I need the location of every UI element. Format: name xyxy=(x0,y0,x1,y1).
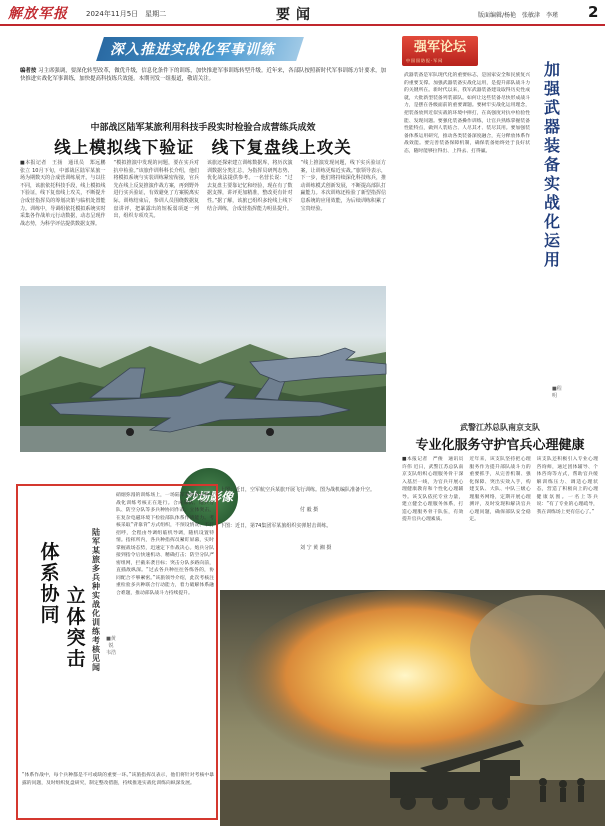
newspaper-logo: 解放军报 xyxy=(8,6,68,22)
boxed-article[interactable] xyxy=(16,484,218,820)
commentary-author: ■程 明 xyxy=(552,386,562,399)
psych-article-body xyxy=(402,456,598,586)
article-column: ■本报记者 王扬 通讯员 郑远鹏 张立 10月下旬，中部战区陆军某旅一场为期数天的合成营训练展开。与以往不同，该旅依托科技手段，线上模拟线下验证，线下复盘线上攻关，不断提升合成营指挥员的筹划决策与临机处置能力。训练中，导调组依托模拟系统实时采集各作战单元行动数据，动态呈现作战态势，为科学评估提供数据支撑。 xyxy=(20,160,111,227)
editor-note-label: 编者按 xyxy=(20,68,37,74)
boxed-article-byline: ■黄锐 韦浩 xyxy=(106,636,117,656)
topic-banner: 深入推进实战化军事训练 xyxy=(110,42,275,58)
forum-badge-sub: 中国国防报·军网 xyxy=(406,58,444,63)
article-column: 该旅还探索建立训练数据库，将历次演训数据分类汇总，为指挥员研判态势、优化战法提供参考。一名营长说：“过去复盘主要靠记忆和经验，现在有了数据支撑，讲评更加精准，整改更有针对性。”据了解，该旅已组织多轮线上线下结合训练，合成营指挥能力明显提升。 xyxy=(207,160,293,212)
boxed-article-footer: “体系作战中，每个兵种都是不可或缺的重要一环。”该旅指挥员表示，他们将针对考核中暴露的问题，及时组织复盘研究，制定整改措施，持续推进实战化训练向纵深发展。 xyxy=(22,773,214,786)
masthead xyxy=(0,0,605,26)
commentary-title[interactable]: 加强武器装备实战化运用 xyxy=(543,60,560,269)
issue-date: 2024年11月5日 星期二 xyxy=(86,10,167,18)
psych-article-column: 该支队还积极引入专业心理咨询师，通过团体辅导、个体咨询等方式，帮助官兵缓解训练压力、调适心理状态，营造了积极向上的心理健康氛围。一名上等兵说：“有了专业的心理疏导，我在训练场上更有信心了。” xyxy=(536,457,598,515)
boxed-article-title-part1: 体系协同 xyxy=(40,541,60,626)
article-subheadline: 中部战区陆军某旅利用科技手段实时检验合成营练兵成效 xyxy=(90,123,316,133)
caption-bottom-author: 刘 宁 黄 湘 摄 xyxy=(300,545,332,551)
psych-article-headline[interactable]: 专业化服务守护官兵心理健康 xyxy=(415,438,585,453)
article-column: “模拟推演中发现的问题，要在实兵对抗中检验。”该旅作训科科长介绍，他们将模拟系统与实装训练紧密衔接，官兵先在线上反复推演作战方案，再到野外进行实兵验证，有效避免了方案脱离实际。训练结束后，参训人员围绕数据复盘讲评，把暴露出的短板弱项逐一列出，组织专项攻关。 xyxy=(113,160,199,220)
artillery-illustration xyxy=(220,590,605,826)
boxed-article-title-part2: 立体突击 xyxy=(66,585,86,670)
commentary-body: 武器装备是军队现代化的重要标志，是国家安全和民族复兴的重要支撑。加强武器装备实战化运用，是提升部队战斗力的关键所在。新时代以来，我军武器装备建设取得历史性成就，大批新型装备列装部队。如何让这些装备尽快形成战斗力，是摆在各级面前的重要课题。要树牢实战化运用理念，把装备放到近似实战的环境中摔打，在高强度对抗中检验性能、发现问题。要强化装备操作训练，让官兵熟练掌握装备性能特点，做到人装结合、人尽其才、装尽其用。要加强装备体系运用研究，推动各类装备深度融合，充分释放体系作战效能。要完善装备保障机制，确保装备始终处于良好状态，随时能够拉得出、上得去、打得赢。 xyxy=(404,73,530,154)
boxed-article-subtitle: 陆军某旅多兵种实战化训练考核见闻 xyxy=(92,528,100,672)
editors-line: 版面编辑/杨艳 张敏津 李瑾 xyxy=(478,12,559,19)
section-name: 要闻 xyxy=(276,7,316,23)
caption-top-author: 付 毅 摄 xyxy=(300,507,319,513)
caption-top-photo: 上图：近日，空军航空兵某旅开展飞行训练。图为战机编队准备升空。 xyxy=(220,487,376,493)
editor-note xyxy=(20,67,386,117)
editor-note-text: 习主席强调，要深化转型改革，做优升级，信息化条件下的训练，加快推进军事训练转型升级。近年来，各部队按照新时代军事训练方针要求，加快推进实战化军事训练，加快提高科技练兵效能。本期刊发一组报道，敬请关注。 xyxy=(20,68,386,83)
caption-bottom-photo: 下图：近日，第74集团军某旅组织实弹射击训练。 xyxy=(220,523,332,529)
fighter-jets-photo[interactable] xyxy=(20,286,386,452)
boxed-article-body: 硝烟弥漫的训练场上，一场陆军某旅多兵种实战化训练考核正在进行。合成部队、炮兵分队、防空分队等多兵种协同作战，立体突击，在复杂电磁环境下检验部队体系作战能力。考核采取“背靠背”方式组织，不预设情况、不打招呼，全程由导调组临机导调，随机设置特情。指挥所内，各兵种指挥员紧盯屏幕，实时掌握战场态势，迅速定下作战决心。炮兵分队接到指令后快速机动、精确打击；防空分队严密组网，拦截来袭目标；突击分队多路向前，直插敌纵深。“过去各兵种往往各练各的，协同配合不够紧密。”该旅领导介绍，此次考核注重检验多兵种联合行动能力，着力破解体系融合难题，推动部队战斗力持续提升。 xyxy=(116,493,214,596)
fighter-jets-illustration xyxy=(20,286,386,452)
psych-article-column: ■本报记者 严俊 通讯员 许伟 近日，武警江苏总队南京支队组织心理服务骨干深入基层一线，为官兵开展心理健康教育和个性化心理辅导。该支队依托专业力量，建立健全心理服务体系，打造心理服务骨干队伍，有效提升官兵心理素质。 xyxy=(402,457,469,522)
snapshot-badge: 沙场影像 xyxy=(180,468,238,526)
article-headline[interactable]: 线上模拟线下验证 线下复盘线上攻关 xyxy=(54,138,352,157)
psych-article-column: 近年来，该支队坚持把心理服务作为提升部队战斗力的重要抓手，从完善机制、强化保障、突出实效入手，构建支队、大队、中队三级心理服务网络，定期开展心理测评，及时发现和解决官兵心理问题，确保部队安全稳定。 xyxy=(469,457,531,522)
artillery-fire-photo[interactable] xyxy=(220,590,605,826)
photo-caption xyxy=(220,458,386,588)
forum-badge: 强军论坛 xyxy=(402,36,478,66)
unit-label: 武警江苏总队南京支队 xyxy=(460,423,540,432)
article-column: “线上推演发现问题，线下实兵验证方案，让训练更贴近实战。”旅领导表示，下一步，他们将持续深化科技练兵，推动训练模式创新发展，不断提高部队打赢能力。本次训练还检验了新型指挥信息系统的应用效能，为后续训练积累了宝贵经验。 xyxy=(300,160,386,212)
page-number: 2 xyxy=(588,3,599,21)
article-body xyxy=(20,160,386,282)
